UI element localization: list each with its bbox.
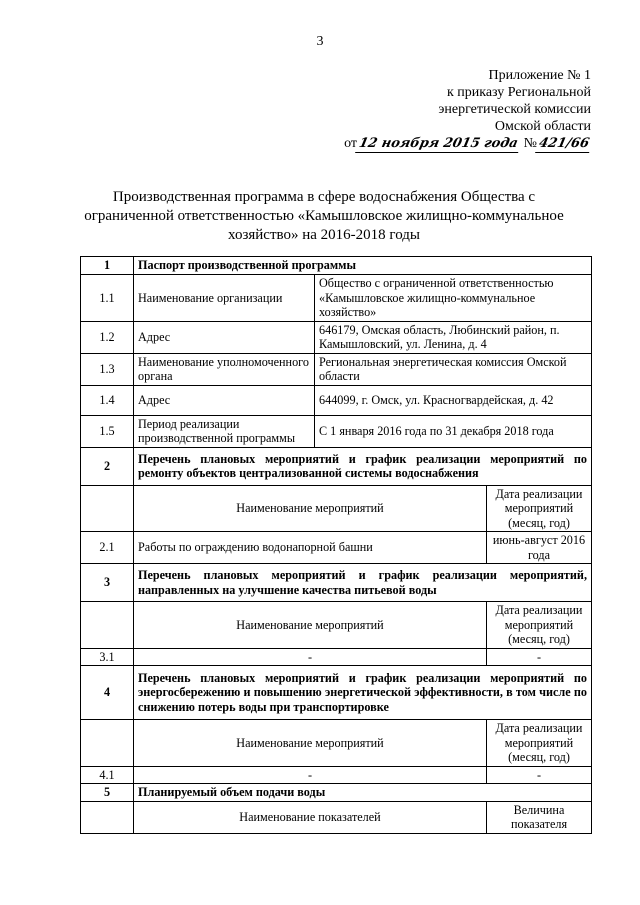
table-row bbox=[81, 321, 592, 353]
row-name: - bbox=[134, 766, 487, 784]
table-row bbox=[81, 485, 592, 532]
table-row bbox=[81, 275, 592, 322]
from-label: от bbox=[344, 136, 358, 151]
row-value: Региональная энергетическая комиссия Омской области bbox=[315, 353, 592, 385]
row-name: - bbox=[134, 648, 487, 666]
column-header-date: Дата реализации мероприятий (месяц, год) bbox=[487, 720, 592, 767]
appendix-line: Приложение № 1 bbox=[488, 68, 591, 83]
handwritten-date: 12 ноября 2015 года bbox=[355, 135, 521, 153]
table-row bbox=[81, 564, 592, 602]
column-header-date: Дата реализации мероприятий (месяц, год) bbox=[487, 602, 592, 649]
table-row bbox=[81, 532, 592, 564]
table-row bbox=[81, 648, 592, 666]
section-number: 5 bbox=[81, 784, 134, 802]
section-number: 3 bbox=[81, 564, 134, 602]
table-row bbox=[81, 801, 592, 833]
row-value: 646179, Омская область, Любинский район, п. Камышловский, ул. Ленина, д. 4 bbox=[315, 321, 592, 353]
column-header-name: Наименование мероприятий bbox=[134, 602, 487, 649]
column-header-name: Наименование показателей bbox=[134, 801, 487, 833]
appendix-header bbox=[344, 67, 591, 153]
section-title: Перечень плановых мероприятий и график реализации мероприятий, направленных на улучшение качества питьевой воды bbox=[134, 564, 592, 602]
row-label: Период реализации производственной программы bbox=[134, 415, 315, 447]
row-number: 1.3 bbox=[81, 353, 134, 385]
table-row bbox=[81, 415, 592, 447]
row-date: - bbox=[487, 648, 592, 666]
table-row bbox=[81, 353, 592, 385]
document-title: Производственная программа в сфере водоснабжения Общества с ограниченной ответственностью «Камышловское жилищно-коммунальное хозяйство» на 2016-2018 годы bbox=[84, 189, 564, 243]
row-number: 1.1 bbox=[81, 275, 134, 322]
row-value: 644099, г. Омск, ул. Красногвардейская, д. 42 bbox=[315, 385, 592, 415]
appendix-line: к приказу Региональной bbox=[446, 85, 591, 100]
column-header-date: Дата реализации мероприятий (месяц, год) bbox=[487, 485, 592, 532]
table-row bbox=[81, 766, 592, 784]
appendix-line: Омской области bbox=[494, 119, 591, 134]
section-title: Перечень плановых мероприятий и график реализации мероприятий по ремонту объектов централизованной системы водоснабжения bbox=[134, 447, 592, 485]
section-title: Планируемый объем подачи воды bbox=[134, 784, 592, 802]
section-number: 2 bbox=[81, 447, 134, 485]
table-row bbox=[81, 257, 592, 275]
table-row bbox=[81, 720, 592, 767]
column-header-name: Наименование мероприятий bbox=[134, 485, 487, 532]
row-number: 1.2 bbox=[81, 321, 134, 353]
section-number: 1 bbox=[81, 257, 134, 275]
row-number: 4.1 bbox=[81, 766, 134, 784]
table-row bbox=[81, 447, 592, 485]
table-row bbox=[81, 602, 592, 649]
appendix-line: энергетической комиссии bbox=[438, 102, 591, 117]
page-number: 3 bbox=[316, 34, 324, 49]
row-number: 2.1 bbox=[81, 532, 134, 564]
row-name: Работы по ограждению водонапорной башни bbox=[134, 532, 487, 564]
section-title: Паспорт производственной программы bbox=[134, 257, 592, 275]
row-number: 1.4 bbox=[81, 385, 134, 415]
program-table bbox=[80, 256, 592, 834]
table-row bbox=[81, 784, 592, 802]
row-number: 1.5 bbox=[81, 415, 134, 447]
row-label: Адрес bbox=[134, 385, 315, 415]
table-row bbox=[81, 385, 592, 415]
row-date: июнь-август 2016 года bbox=[487, 532, 592, 564]
table-row bbox=[81, 666, 592, 720]
order-date-number-line bbox=[344, 135, 591, 153]
row-number: 3.1 bbox=[81, 648, 134, 666]
column-header-value: Величина показателя bbox=[487, 801, 592, 833]
row-value: Общество с ограниченной ответственностью «Камышловское жилищно-коммунальное хозяйство» bbox=[315, 275, 592, 322]
section-title: Перечень плановых мероприятий и график реализации мероприятий по энергосбережению и повышению энергетической эффективности, в том числе по снижению потерь воды при транспортировке bbox=[134, 666, 592, 720]
column-header-name: Наименование мероприятий bbox=[134, 720, 487, 767]
row-label: Адрес bbox=[134, 321, 315, 353]
row-label: Наименование уполномоченного органа bbox=[134, 353, 315, 385]
number-label: № bbox=[523, 136, 538, 151]
row-date: - bbox=[487, 766, 592, 784]
row-label: Наименование организации bbox=[134, 275, 315, 322]
handwritten-number: 421/66 bbox=[535, 135, 593, 153]
row-value: С 1 января 2016 года по 31 декабря 2018 года bbox=[315, 415, 592, 447]
section-number: 4 bbox=[81, 666, 134, 720]
